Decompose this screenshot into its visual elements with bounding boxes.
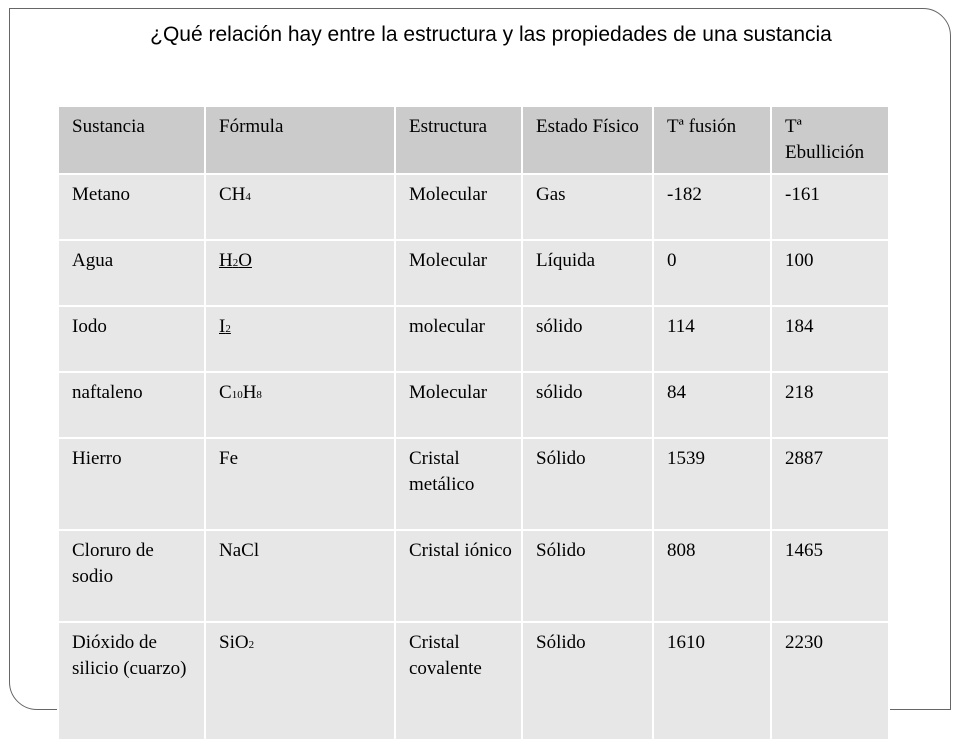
formula-text: [219, 250, 252, 271]
cell-formula: [205, 622, 395, 740]
formula-text: [219, 382, 262, 403]
table-row: [58, 372, 889, 438]
cell-estado-fisico: Sólido: [522, 622, 653, 740]
formula-text: [219, 632, 254, 653]
formula-subscript: 2: [225, 323, 231, 335]
formula-symbol: H: [242, 382, 257, 403]
cell-formula: [205, 372, 395, 438]
cell-estructura: Cristal metálico: [395, 438, 522, 530]
cell-estructura: Cristal iónico: [395, 530, 522, 622]
formula-symbol: SiO: [219, 632, 249, 653]
table-row: [58, 240, 889, 306]
cell-temp-fusion: 1539: [653, 438, 771, 530]
cell-sustancia: naftaleno: [58, 372, 205, 438]
cell-formula: [205, 174, 395, 240]
cell-temp-ebullicion: 1465: [771, 530, 889, 622]
formula-text: [219, 448, 238, 469]
cell-sustancia: Dióxido de silicio (cuarzo): [58, 622, 205, 740]
table-row: [58, 438, 889, 530]
cell-temp-fusion: 1610: [653, 622, 771, 740]
cell-formula: [205, 438, 395, 530]
table-row: [58, 530, 889, 622]
table-row: [58, 622, 889, 740]
formula-symbol: Fe: [219, 448, 238, 469]
cell-temp-fusion: 808: [653, 530, 771, 622]
cell-estado-fisico: Gas: [522, 174, 653, 240]
cell-sustancia: Agua: [58, 240, 205, 306]
cell-temp-fusion: 0: [653, 240, 771, 306]
cell-temp-ebullicion: 2230: [771, 622, 889, 740]
header-estado-fisico: Estado Físico: [522, 106, 653, 174]
header-temp-fusion: Tª fusión: [653, 106, 771, 174]
header-temp-ebullicion: Tª Ebullición: [771, 106, 889, 174]
cell-estructura: Molecular: [395, 240, 522, 306]
formula-symbol: C: [219, 382, 232, 403]
cell-formula: [205, 530, 395, 622]
formula-subscript: 8: [256, 389, 262, 401]
formula-subscript: 2: [232, 257, 239, 269]
formula-subscript: 2: [248, 639, 255, 651]
formula-symbol: CH: [219, 184, 246, 205]
cell-formula: [205, 240, 395, 306]
header-formula: Fórmula: [205, 106, 395, 174]
cell-sustancia: Metano: [58, 174, 205, 240]
formula-symbol: NaCl: [219, 540, 260, 561]
table-row: [58, 306, 889, 372]
substances-table: [57, 105, 890, 741]
formula-symbol: H: [219, 250, 233, 271]
cell-estado-fisico: Sólido: [522, 530, 653, 622]
cell-sustancia: Hierro: [58, 438, 205, 530]
table-body: [58, 106, 889, 740]
cell-estado-fisico: Sólido: [522, 438, 653, 530]
cell-temp-fusion: -182: [653, 174, 771, 240]
header-estructura: Estructura: [395, 106, 522, 174]
cell-formula: [205, 306, 395, 372]
cell-estado-fisico: sólido: [522, 372, 653, 438]
table-header-row: [58, 106, 889, 174]
formula-subscript: 4: [245, 191, 251, 203]
cell-temp-ebullicion: 2887: [771, 438, 889, 530]
cell-temp-ebullicion: 100: [771, 240, 889, 306]
header-sustancia: Sustancia: [58, 106, 205, 174]
formula-text: [219, 540, 259, 561]
cell-temp-ebullicion: -161: [771, 174, 889, 240]
cell-estructura: Cristal covalente: [395, 622, 522, 740]
cell-sustancia: Iodo: [58, 306, 205, 372]
slide-title: ¿Qué relación hay entre la estructura y las propiedades de una sustancia: [150, 23, 832, 46]
formula-symbol: O: [238, 250, 252, 271]
cell-temp-ebullicion: 184: [771, 306, 889, 372]
cell-estado-fisico: sólido: [522, 306, 653, 372]
cell-estructura: Molecular: [395, 372, 522, 438]
table-row: [58, 174, 889, 240]
cell-temp-fusion: 84: [653, 372, 771, 438]
cell-temp-ebullicion: 218: [771, 372, 889, 438]
cell-estructura: molecular: [395, 306, 522, 372]
formula-text: [219, 184, 251, 205]
cell-sustancia: Cloruro de sodio: [58, 530, 205, 622]
cell-estado-fisico: Líquida: [522, 240, 653, 306]
formula-symbol: I: [219, 316, 226, 337]
formula-subscript: 10: [231, 389, 243, 401]
cell-estructura: Molecular: [395, 174, 522, 240]
formula-text: [219, 316, 231, 337]
cell-temp-fusion: 114: [653, 306, 771, 372]
